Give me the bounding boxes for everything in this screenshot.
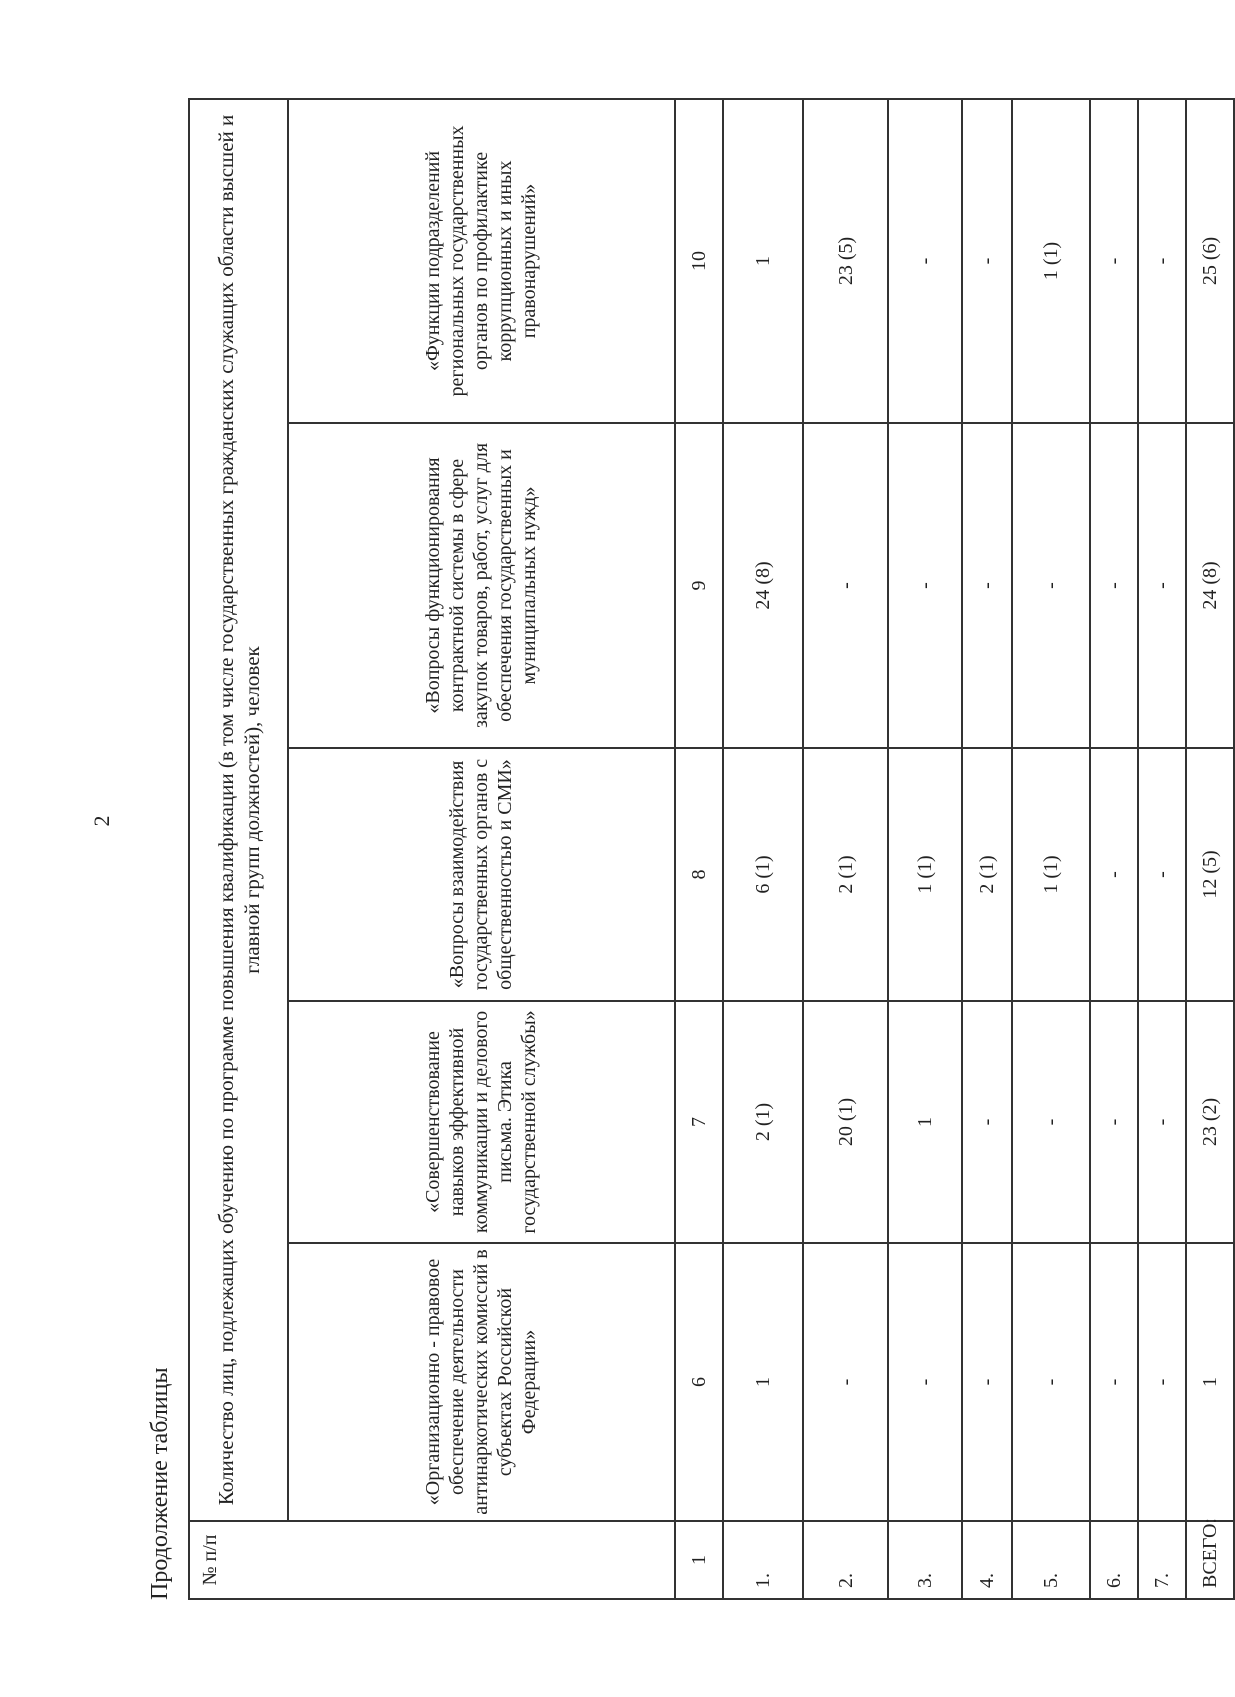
rotated-page-content [145, 100, 1235, 1600]
table-cell: 2 (1) [723, 1001, 803, 1243]
row-number: 4. [962, 1521, 1013, 1599]
table-cell: - [1090, 1243, 1138, 1521]
row-number: 5. [1012, 1521, 1089, 1599]
table-cell: - [1090, 423, 1138, 748]
table-cell: - [1090, 748, 1138, 1001]
table-cell: 1 (1) [1012, 99, 1089, 423]
total-cell: 12 (5) [1186, 748, 1234, 1001]
table-cell: - [1012, 1001, 1089, 1243]
table-cell: 23 (5) [803, 99, 888, 423]
col-no-header: № п/п [189, 1521, 675, 1599]
table-cell: - [803, 1243, 888, 1521]
table-cell: - [1138, 748, 1186, 1001]
table-cell: 1 [723, 99, 803, 423]
table-row [723, 99, 803, 1599]
table-cell: - [888, 99, 961, 423]
subheader-3: «Вопросы взаимодействия государственных органов с общественностью и СМИ» [288, 748, 675, 1001]
numbering-cell: 8 [675, 748, 723, 1001]
total-cell: 23 (2) [1186, 1001, 1234, 1243]
page-number: 2 [89, 815, 114, 827]
table-cell: 1 [723, 1243, 803, 1521]
table-cell: - [1138, 1243, 1186, 1521]
numbering-cell: 6 [675, 1243, 723, 1521]
table-cell: - [1138, 423, 1186, 748]
row-number: 2. [803, 1521, 888, 1599]
table-cell: 6 (1) [723, 748, 803, 1001]
numbering-cell: 7 [675, 1001, 723, 1243]
table-cell: 2 (1) [803, 748, 888, 1001]
table-cell: - [1012, 1243, 1089, 1521]
table-cell: - [1012, 423, 1089, 748]
continuation-label: Продолжение таблицы [147, 1367, 173, 1600]
table-cell: 1 (1) [1012, 748, 1089, 1001]
total-cell: 25 (6) [1186, 99, 1234, 423]
row-number: 7. [1138, 1521, 1186, 1599]
table-cell: - [962, 99, 1013, 423]
table-cell: - [1138, 1001, 1186, 1243]
table-cell: 24 (8) [723, 423, 803, 748]
table-cell: - [888, 423, 961, 748]
row-number: 6. [1090, 1521, 1138, 1599]
numbering-cell: 9 [675, 423, 723, 748]
table-cell: 1 [888, 1001, 961, 1243]
table-cell: - [803, 423, 888, 748]
table-row [1090, 99, 1138, 1599]
table-cell: 20 (1) [803, 1001, 888, 1243]
table-row [1138, 99, 1186, 1599]
table-cell: - [888, 1243, 961, 1521]
table-row [1012, 99, 1089, 1599]
total-row [1186, 99, 1234, 1599]
table-cell: 2 (1) [962, 748, 1013, 1001]
table-cell: - [962, 423, 1013, 748]
subheader-5: «Функции подразделений региональных государственных органов по профилактике коррупционных и иных правонарушений» [288, 99, 675, 423]
table-cell: - [1090, 1001, 1138, 1243]
table-cell: 1 (1) [888, 748, 961, 1001]
table-row [888, 99, 961, 1599]
table-row [803, 99, 888, 1599]
table-row [962, 99, 1013, 1599]
subheader-4: «Вопросы функционирования контрактной системы в сфере закупок товаров, работ, услуг для обеспечения государственных и муниципальных нужд» [288, 423, 675, 748]
numbering-cell: 1 [675, 1521, 723, 1599]
training-table [188, 98, 1235, 1600]
table-cell: - [962, 1001, 1013, 1243]
table-cell: - [1138, 99, 1186, 423]
main-header: Количество лиц, подлежащих обучению по программе повышения квалификации (в том числе государственных гражданских служащих области высшей и главной групп должностей), человек [189, 99, 288, 1521]
total-cell: 1 [1186, 1243, 1234, 1521]
table-cell: - [1090, 99, 1138, 423]
subheader-2: «Совершенствование навыков эффективной коммуникации и делового письма. Этика государственной службы» [288, 1001, 675, 1243]
total-cell: 24 (8) [1186, 423, 1234, 748]
table-cell: - [962, 1243, 1013, 1521]
row-number: 1. [723, 1521, 803, 1599]
numbering-row [675, 99, 723, 1599]
row-number: 3. [888, 1521, 961, 1599]
total-label: ВСЕГО: [1186, 1521, 1234, 1599]
subheader-1: «Организационно - правовое обеспечение деятельности антинаркотических комиссий в субъектах Российской Федерации» [288, 1243, 675, 1521]
numbering-cell: 10 [675, 99, 723, 423]
